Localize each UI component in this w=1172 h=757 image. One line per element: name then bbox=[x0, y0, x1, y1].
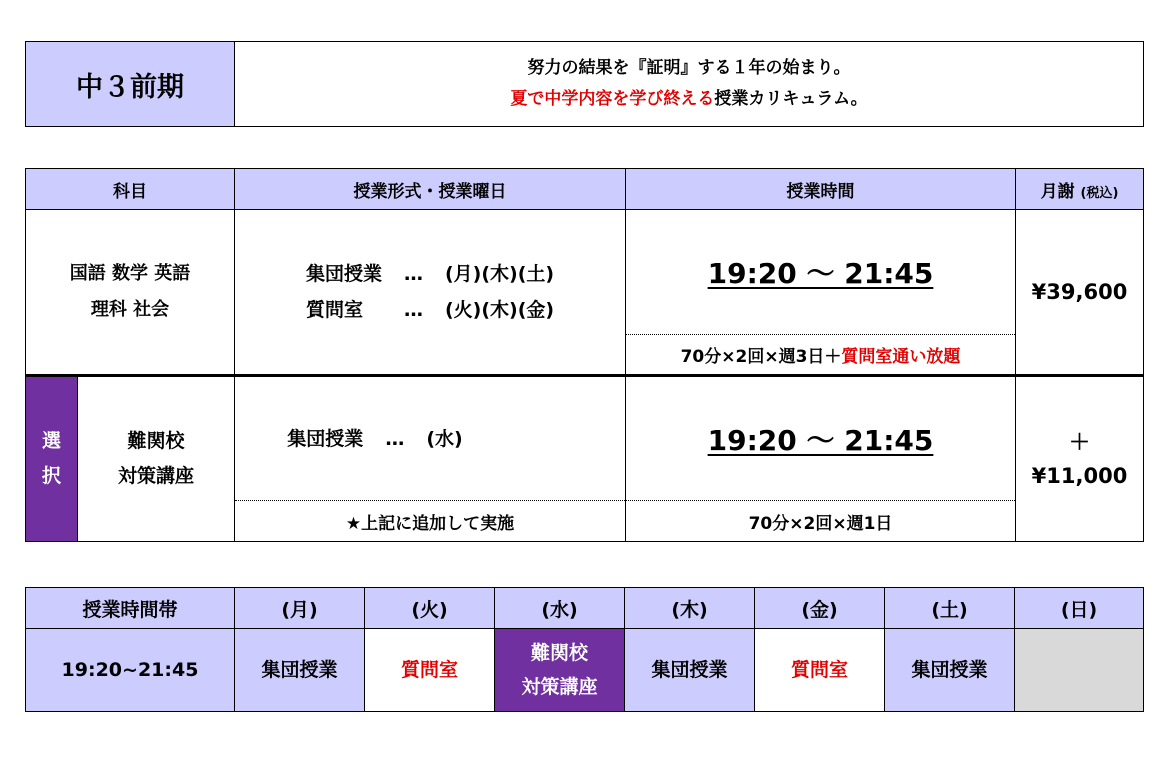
schedule-cell-sat: 集団授業 bbox=[885, 629, 1015, 712]
optional-course-name bbox=[78, 376, 235, 542]
format-days: (火)(木)(金) bbox=[444, 299, 555, 321]
time-band: 19:20~21:45 bbox=[26, 629, 235, 712]
fee-label: 月謝 bbox=[1040, 181, 1075, 202]
format-sep: … bbox=[403, 299, 423, 321]
badge-line-2: 択 bbox=[41, 465, 61, 487]
header-table bbox=[25, 41, 1144, 127]
optional-format bbox=[235, 376, 626, 501]
optional-price bbox=[1016, 376, 1144, 542]
optional-format-grid bbox=[287, 421, 462, 457]
optional-time-note: 70分×2回×週1日 bbox=[626, 501, 1016, 542]
cell-line-2: 対策講座 bbox=[521, 676, 598, 698]
day-header: (土) bbox=[885, 588, 1015, 629]
note-highlight: 質問室通い放題 bbox=[841, 347, 961, 367]
schedule-cell-thu: 集団授業 bbox=[625, 629, 755, 712]
slogan-line-1: 努力の結果を『証明』する１年の始まり。 bbox=[527, 58, 851, 78]
schedule-cell-mon: 集団授業 bbox=[235, 629, 365, 712]
schedule-cell-wed bbox=[495, 629, 625, 712]
col-header-subject: 科目 bbox=[26, 169, 235, 210]
price-value: ¥11,000 bbox=[1031, 464, 1128, 488]
subjects-line-1: 国語 数学 英語 bbox=[69, 263, 191, 284]
format-sep: … bbox=[403, 263, 423, 285]
course-name-line-1: 難関校 bbox=[127, 430, 185, 452]
slogan-line-2 bbox=[235, 84, 1143, 115]
regular-format-grid bbox=[306, 256, 554, 328]
course-table bbox=[25, 168, 1144, 542]
note-text: 70分×2回×週3日＋ bbox=[680, 347, 842, 367]
format-type: 集団授業 bbox=[287, 427, 364, 450]
slogan bbox=[235, 42, 1144, 127]
cell-line-1: 難関校 bbox=[530, 642, 588, 664]
course-name-line-2: 対策講座 bbox=[117, 465, 194, 487]
col-header-format: 授業形式・授業曜日 bbox=[235, 169, 626, 210]
col-header-time: 授業時間 bbox=[626, 169, 1016, 210]
schedule-cell-sun bbox=[1015, 629, 1144, 712]
regular-subjects bbox=[26, 210, 235, 376]
fee-note: (税込) bbox=[1080, 185, 1119, 201]
day-header: (日) bbox=[1015, 588, 1144, 629]
slogan-highlight: 夏で中学内容を学び終える bbox=[510, 89, 715, 109]
schedule-header-label: 授業時間帯 bbox=[26, 588, 235, 629]
schedule-cell-fri: 質問室 bbox=[755, 629, 885, 712]
price-plus: ＋ bbox=[1069, 430, 1090, 454]
day-header: (水) bbox=[495, 588, 625, 629]
regular-time: 19:20 ～ 21:45 bbox=[626, 210, 1016, 335]
day-header: (月) bbox=[235, 588, 365, 629]
format-sep: … bbox=[385, 427, 405, 450]
day-header: (木) bbox=[625, 588, 755, 629]
regular-price: ¥39,600 bbox=[1016, 210, 1144, 376]
optional-time: 19:20 ～ 21:45 bbox=[626, 376, 1016, 501]
optional-badge bbox=[26, 376, 78, 542]
regular-time-note bbox=[626, 335, 1016, 376]
col-header-fee bbox=[1016, 169, 1144, 210]
badge-line-1: 選 bbox=[41, 430, 61, 452]
format-type: 質問室 bbox=[305, 299, 363, 321]
schedule-cell-tue: 質問室 bbox=[365, 629, 495, 712]
slogan-rest: 授業カリキュラム。 bbox=[714, 89, 868, 109]
subjects-line-2: 理科 社会 bbox=[90, 299, 170, 320]
format-days: (水) bbox=[426, 427, 463, 450]
page-title: 中３前期 bbox=[26, 42, 235, 127]
day-header: (火) bbox=[365, 588, 495, 629]
regular-format bbox=[235, 210, 626, 376]
schedule-table bbox=[25, 587, 1144, 712]
optional-format-note: ★上記に追加して実施 bbox=[235, 501, 626, 542]
format-days: (月)(木)(土) bbox=[444, 263, 555, 285]
day-header: (金) bbox=[755, 588, 885, 629]
format-type: 集団授業 bbox=[305, 263, 382, 285]
